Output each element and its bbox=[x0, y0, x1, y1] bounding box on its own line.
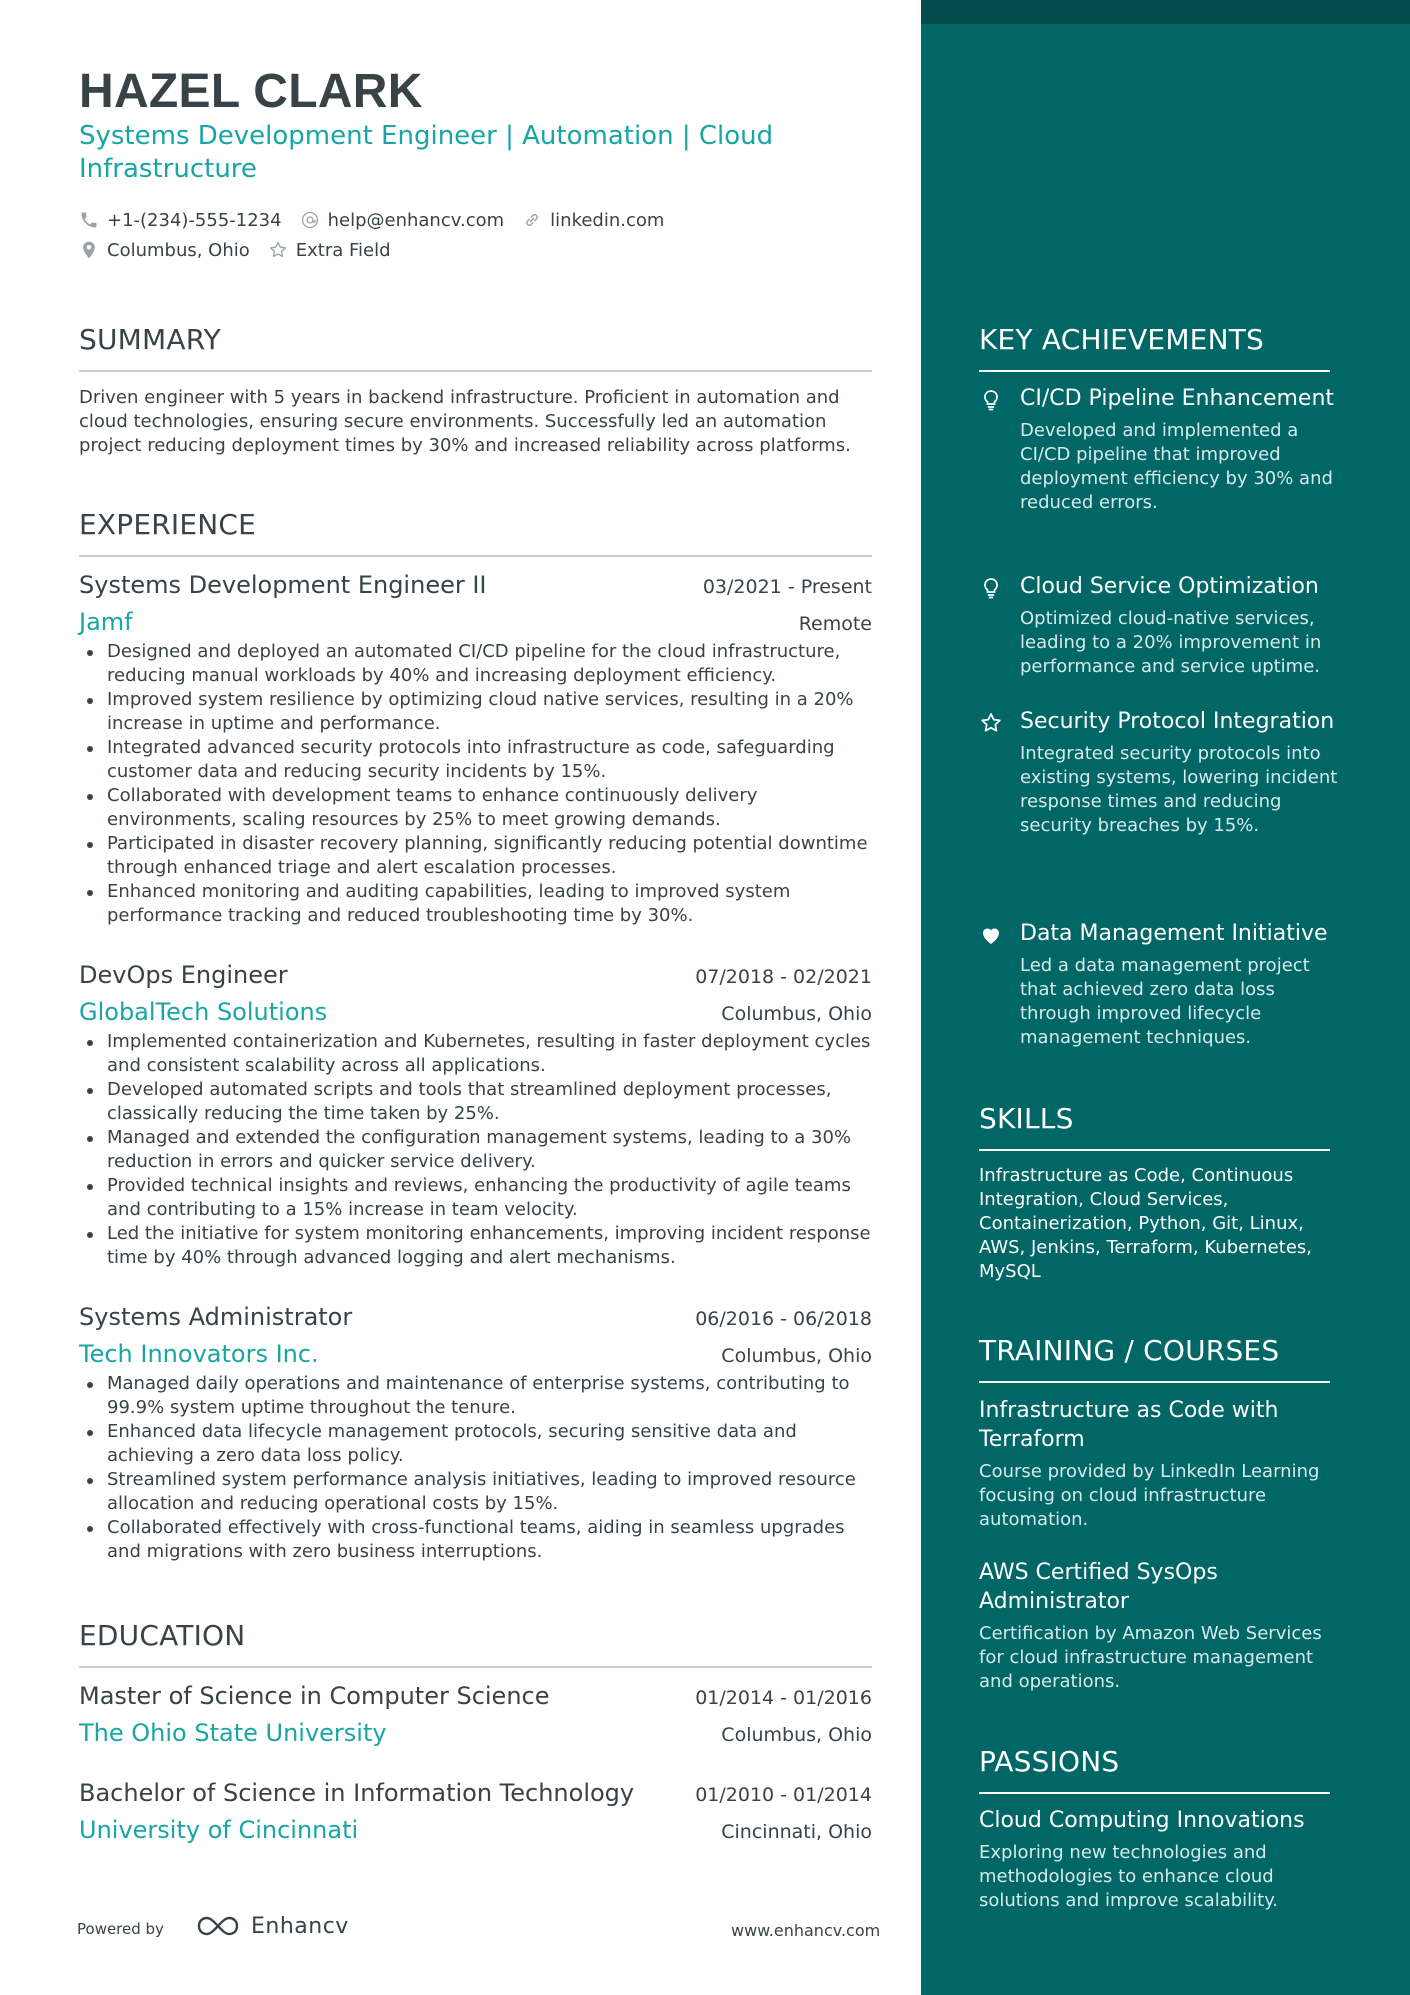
school-location: Columbus, Ohio bbox=[721, 1724, 872, 1746]
job-bullet: Designed and deployed an automated CI/CD pipeline for the cloud infrastructure, reducing manual workloads by 40% and increasing deployment efficiency. bbox=[79, 640, 872, 688]
achievement-item bbox=[979, 920, 1339, 1050]
section-title-achievements: KEY ACHIEVEMENTS bbox=[979, 323, 1264, 356]
section-divider bbox=[979, 1381, 1330, 1383]
job-bullet: Improved system resilience by optimizing cloud native services, resulting in a 20% increase in uptime and performance. bbox=[79, 688, 872, 736]
job-location: Columbus, Ohio bbox=[721, 1345, 872, 1367]
linkedin-text[interactable]: linkedin.com bbox=[550, 209, 665, 231]
achievement-item bbox=[979, 573, 1339, 679]
section-title-skills: SKILLS bbox=[979, 1102, 1074, 1135]
section-title-passions: PASSIONS bbox=[979, 1745, 1120, 1778]
lightbulb-icon bbox=[979, 576, 1003, 600]
enhancv-logo-text: Enhancv bbox=[251, 1913, 349, 1939]
achievement-desc: Optimized cloud-native services, leading to a 20% improvement in performance and service uptime. bbox=[1020, 608, 1322, 677]
location-pin-icon bbox=[79, 240, 99, 260]
contact-location bbox=[79, 240, 250, 261]
job-bullet: Developed automated scripts and tools that streamlined deployment processes, classically reducing the time taken by 25%. bbox=[79, 1078, 872, 1126]
location-text: Columbus, Ohio bbox=[107, 239, 250, 261]
candidate-title: Systems Development Engineer | Automation | Cloud Infrastructure bbox=[79, 121, 774, 184]
job-dates: 06/2016 - 06/2018 bbox=[695, 1308, 872, 1330]
job-bullet: Enhanced data lifecycle management protocols, securing sensitive data and achieving a zero data loss policy. bbox=[79, 1420, 872, 1468]
degree-name: Bachelor of Science in Information Technology bbox=[79, 1779, 635, 1807]
experience-entry bbox=[79, 1303, 872, 1564]
lightbulb-icon bbox=[979, 388, 1003, 412]
achievement-item bbox=[979, 708, 1339, 838]
job-bullet: Implemented containerization and Kubernetes, resulting in faster deployment cycles and consistent scalability across all applications. bbox=[79, 1030, 872, 1078]
section-divider bbox=[79, 1666, 872, 1668]
education-entry bbox=[79, 1682, 872, 1747]
job-bullet: Enhanced monitoring and auditing capabilities, leading to improved system performance tracking and reduced troubleshooting time by 30%. bbox=[79, 880, 872, 928]
contact-email bbox=[300, 210, 505, 231]
contact-row-2 bbox=[79, 235, 839, 265]
course-title: Infrastructure as Code with Terraform bbox=[979, 1398, 1279, 1452]
passion-desc: Exploring new technologies and methodologies to enhance cloud solutions and improve scalability. bbox=[979, 1842, 1279, 1911]
footer-url[interactable]: www.enhancv.com bbox=[731, 1921, 881, 1940]
at-icon bbox=[300, 210, 320, 230]
section-divider bbox=[979, 1792, 1330, 1794]
section-divider bbox=[979, 370, 1330, 372]
section-title-training: TRAINING / COURSES bbox=[979, 1334, 1280, 1367]
job-bullet: Provided technical insights and reviews, enhancing the productivity of agile teams and contributing to a 15% increase in team velocity. bbox=[79, 1174, 872, 1222]
section-title-summary: SUMMARY bbox=[79, 323, 221, 356]
school-location: Cincinnati, Ohio bbox=[721, 1821, 872, 1843]
section-title-education: EDUCATION bbox=[79, 1619, 246, 1652]
job-bullet: Participated in disaster recovery planning, significantly reducing potential downtime through enhanced triage and alert escalation processes. bbox=[79, 832, 872, 880]
job-dates: 03/2021 - Present bbox=[702, 576, 872, 598]
achievement-desc: Integrated security protocols into existing systems, lowering incident response times and reducing security breaches by 15%. bbox=[1020, 743, 1338, 836]
contact-row-1 bbox=[79, 205, 839, 235]
job-location: Columbus, Ohio bbox=[721, 1003, 872, 1025]
school-name: The Ohio State University bbox=[79, 1719, 387, 1747]
phone-icon bbox=[79, 210, 99, 230]
job-dates: 07/2018 - 02/2021 bbox=[695, 966, 872, 988]
sidebar-top-band bbox=[921, 0, 1410, 24]
job-company: GlobalTech Solutions bbox=[79, 998, 328, 1026]
enhancv-logo[interactable] bbox=[195, 1911, 349, 1941]
candidate-name: HAZEL CLARK bbox=[79, 65, 423, 118]
job-bullet: Collaborated effectively with cross-functional teams, aiding in seamless upgrades and migrations with zero business interruptions. bbox=[79, 1516, 872, 1564]
job-role: Systems Administrator bbox=[79, 1303, 353, 1331]
passion-item bbox=[979, 1806, 1339, 1913]
education-dates: 01/2010 - 01/2014 bbox=[695, 1784, 872, 1806]
section-divider bbox=[79, 370, 872, 372]
phone-text: +1-(234)-555-1234 bbox=[107, 209, 282, 231]
job-bullet: Managed and extended the configuration management systems, leading to a 30% reduction in errors and quicker service delivery. bbox=[79, 1126, 872, 1174]
job-bullet: Streamlined system performance analysis initiatives, leading to improved resource allocation and reducing operational costs by 15%. bbox=[79, 1468, 872, 1516]
section-divider bbox=[79, 555, 872, 557]
achievement-title: Cloud Service Optimization bbox=[1020, 574, 1319, 599]
contact-info bbox=[79, 205, 839, 265]
achievement-item bbox=[979, 385, 1339, 515]
skills-list: Infrastructure as Code, Continuous Integration, Cloud Services, Containerization, Python, Git, Linux, AWS, Jenkins, Terraform, Kubernetes, MySQL bbox=[979, 1165, 1312, 1282]
education-dates: 01/2014 - 01/2016 bbox=[695, 1687, 872, 1709]
job-bullet: Managed daily operations and maintenance of enterprise systems, contributing to 99.9% system uptime throughout the tenure. bbox=[79, 1372, 872, 1420]
degree-name: Master of Science in Computer Science bbox=[79, 1682, 550, 1710]
job-bullets bbox=[79, 1030, 872, 1270]
link-icon bbox=[522, 210, 542, 230]
course-item bbox=[979, 1558, 1339, 1694]
school-name: University of Cincinnati bbox=[79, 1816, 359, 1844]
summary-text: Driven engineer with 5 years in backend infrastructure. Proficient in automation and cloud technologies, ensuring secure environments. Successfully led an automation project reducing deployment times by 30% and increased reliability across platforms. bbox=[79, 387, 851, 456]
job-bullet: Led the initiative for system monitoring enhancements, improving incident response time by 40% through advanced logging and alert mechanisms. bbox=[79, 1222, 872, 1270]
education-entry bbox=[79, 1779, 872, 1844]
job-bullets bbox=[79, 640, 872, 928]
achievement-desc: Developed and implemented a CI/CD pipeline that improved deployment efficiency by 30% and reduced errors. bbox=[1020, 420, 1333, 513]
course-desc: Course provided by LinkedIn Learning focusing on cloud infrastructure automation. bbox=[979, 1461, 1320, 1530]
job-company: Jamf bbox=[79, 608, 133, 636]
powered-by-label: Powered by bbox=[77, 1920, 164, 1938]
course-desc: Certification by Amazon Web Services for cloud infrastructure management and operations. bbox=[979, 1623, 1322, 1692]
job-bullet: Collaborated with development teams to enhance continuously delivery environments, scaling resources by 25% to meet growing demands. bbox=[79, 784, 872, 832]
job-bullets bbox=[79, 1372, 872, 1564]
achievement-desc: Led a data management project that achieved zero data loss through improved lifecycle management techniques. bbox=[1020, 955, 1310, 1048]
job-bullet: Integrated advanced security protocols into infrastructure as code, safeguarding customer data and reducing security incidents by 15%. bbox=[79, 736, 872, 784]
contact-linkedin bbox=[522, 210, 664, 231]
course-item bbox=[979, 1396, 1339, 1532]
course-title: AWS Certified SysOps Administrator bbox=[979, 1560, 1218, 1614]
contact-phone bbox=[79, 210, 282, 231]
job-location: Remote bbox=[798, 613, 872, 635]
experience-entry bbox=[79, 571, 872, 928]
heart-icon bbox=[979, 923, 1003, 947]
job-company: Tech Innovators Inc. bbox=[79, 1340, 319, 1368]
passion-title: Cloud Computing Innovations bbox=[979, 1808, 1305, 1833]
achievement-title: Security Protocol Integration bbox=[1020, 709, 1335, 734]
star-icon bbox=[979, 711, 1003, 735]
enhancv-logo-icon bbox=[195, 1911, 241, 1941]
job-role: Systems Development Engineer II bbox=[79, 571, 487, 599]
experience-entry bbox=[79, 961, 872, 1270]
job-role: DevOps Engineer bbox=[79, 961, 288, 989]
star-outline-icon bbox=[268, 240, 288, 260]
email-text[interactable]: help@enhancv.com bbox=[327, 209, 505, 231]
achievement-title: CI/CD Pipeline Enhancement bbox=[1020, 386, 1335, 411]
extra-field-text: Extra Field bbox=[295, 239, 391, 261]
achievement-title: Data Management Initiative bbox=[1020, 921, 1328, 946]
section-title-experience: EXPERIENCE bbox=[79, 508, 257, 541]
contact-extra bbox=[268, 240, 391, 261]
section-divider bbox=[979, 1149, 1330, 1151]
